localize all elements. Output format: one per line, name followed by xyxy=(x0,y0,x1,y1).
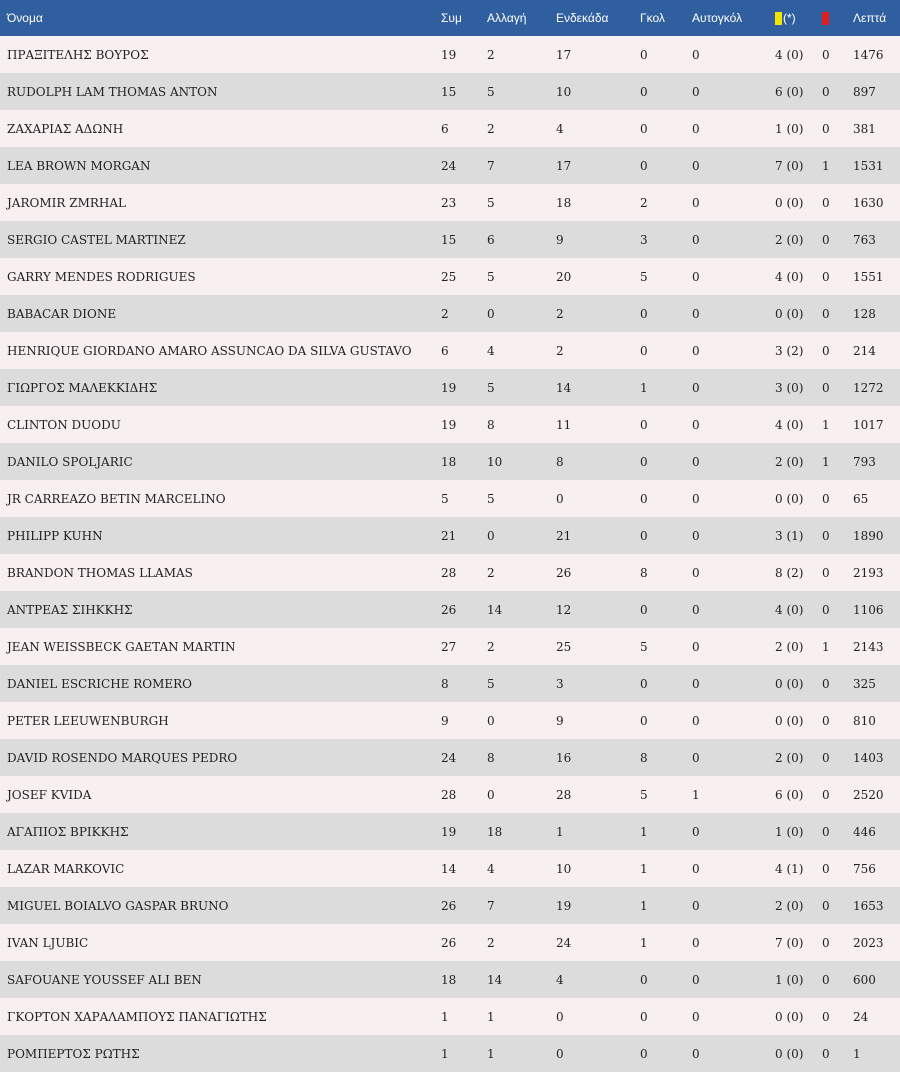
apps-cell: 24 xyxy=(441,158,457,173)
lineup-cell: 12 xyxy=(556,602,572,617)
player-name: DANIEL ESCRICHE ROMERO xyxy=(7,676,193,691)
minutes-cell: 1890 xyxy=(853,528,884,543)
goals-cell: 0 xyxy=(640,1009,648,1024)
player-name: RUDOLPH LAM THOMAS ANTON xyxy=(7,84,218,99)
sub-cell: 2 xyxy=(487,639,495,654)
sub-cell: 5 xyxy=(487,269,495,284)
yellow-cards-cell: 4 (0) xyxy=(775,602,804,617)
own-goals-cell: 0 xyxy=(692,898,700,913)
minutes-cell: 1106 xyxy=(853,602,884,617)
own-goals-cell: 0 xyxy=(692,380,700,395)
goals-cell: 0 xyxy=(640,972,648,987)
player-name: ΓΙΩΡΓΟΣ ΜΑΛΕΚΚΙΔΗΣ xyxy=(7,380,158,395)
goals-cell: 0 xyxy=(640,84,648,99)
goals-cell: 0 xyxy=(640,713,648,728)
player-name: ΑΝΤΡΕΑΣ ΣΙΗΚΚΗΣ xyxy=(7,602,133,617)
red-cards-cell: 0 xyxy=(822,1046,830,1061)
minutes-cell: 446 xyxy=(853,824,876,839)
goals-cell: 0 xyxy=(640,454,648,469)
lineup-cell: 2 xyxy=(556,343,564,358)
apps-cell: 19 xyxy=(441,417,457,432)
yellow-cards-cell: 4 (0) xyxy=(775,47,804,62)
goals-cell: 0 xyxy=(640,343,648,358)
player-name: DAVID ROSENDO MARQUES PEDRO xyxy=(7,750,238,765)
yellow-cards-cell: 3 (0) xyxy=(775,380,804,395)
own-goals-cell: 0 xyxy=(692,158,700,173)
goals-cell: 2 xyxy=(640,195,648,210)
player-name: JAROMIR ZMRHAL xyxy=(7,195,126,210)
lineup-cell: 11 xyxy=(556,417,572,432)
sub-cell: 0 xyxy=(487,306,495,321)
sub-cell: 4 xyxy=(487,343,495,358)
lineup-cell: 26 xyxy=(556,565,572,580)
header-goals[interactable]: Γκολ xyxy=(640,11,665,25)
own-goals-cell: 0 xyxy=(692,232,700,247)
goals-cell: 1 xyxy=(640,824,648,839)
own-goals-cell: 0 xyxy=(692,454,700,469)
yellow-cards-cell: 7 (0) xyxy=(775,935,804,950)
player-name: SERGIO CASTEL MARTINEZ xyxy=(7,232,186,247)
minutes-cell: 214 xyxy=(853,343,876,358)
red-cards-cell: 0 xyxy=(822,306,830,321)
goals-cell: 8 xyxy=(640,750,648,765)
red-cards-cell: 0 xyxy=(822,1009,830,1024)
apps-cell: 26 xyxy=(441,898,457,913)
yellow-cards-cell: 7 (0) xyxy=(775,158,804,173)
goals-cell: 0 xyxy=(640,528,648,543)
red-cards-cell: 0 xyxy=(822,47,830,62)
apps-cell: 6 xyxy=(441,343,449,358)
lineup-cell: 20 xyxy=(556,269,572,284)
sub-cell: 6 xyxy=(487,232,495,247)
apps-cell: 14 xyxy=(441,861,457,876)
goals-cell: 0 xyxy=(640,158,648,173)
red-cards-cell: 0 xyxy=(822,380,830,395)
own-goals-cell: 0 xyxy=(692,269,700,284)
minutes-cell: 600 xyxy=(853,972,876,987)
lineup-cell: 17 xyxy=(556,47,572,62)
minutes-cell: 793 xyxy=(853,454,876,469)
sub-cell: 5 xyxy=(487,84,495,99)
red-cards-cell: 0 xyxy=(822,787,830,802)
apps-cell: 6 xyxy=(441,121,449,136)
sub-cell: 18 xyxy=(487,824,503,839)
sub-cell: 7 xyxy=(487,898,495,913)
lineup-cell: 17 xyxy=(556,158,572,173)
own-goals-cell: 0 xyxy=(692,602,700,617)
yellow-cards-cell: 2 (0) xyxy=(775,454,804,469)
yellow-cards-cell: 1 (0) xyxy=(775,972,804,987)
own-goals-cell: 0 xyxy=(692,491,700,506)
red-cards-cell: 0 xyxy=(822,528,830,543)
yellow-cards-cell: 2 (0) xyxy=(775,750,804,765)
own-goals-cell: 0 xyxy=(692,676,700,691)
minutes-cell: 1653 xyxy=(853,898,884,913)
goals-cell: 0 xyxy=(640,47,648,62)
red-cards-cell: 0 xyxy=(822,750,830,765)
minutes-cell: 2193 xyxy=(853,565,884,580)
red-cards-cell: 1 xyxy=(822,454,830,469)
sub-cell: 2 xyxy=(487,565,495,580)
goals-cell: 5 xyxy=(640,639,648,654)
own-goals-cell: 0 xyxy=(692,713,700,728)
header-red-cards[interactable] xyxy=(822,0,853,36)
red-cards-cell: 0 xyxy=(822,232,830,247)
apps-cell: 15 xyxy=(441,232,457,247)
header-sub[interactable]: Αλλαγή xyxy=(487,11,527,25)
own-goals-cell: 0 xyxy=(692,565,700,580)
red-cards-cell: 0 xyxy=(822,565,830,580)
red-cards-cell: 1 xyxy=(822,417,830,432)
sub-cell: 2 xyxy=(487,935,495,950)
header-yellow-suffix: (*) xyxy=(783,10,796,25)
sub-cell: 8 xyxy=(487,417,495,432)
table-row xyxy=(0,961,900,998)
player-name: PHILIPP KUHN xyxy=(7,528,103,543)
red-cards-cell: 0 xyxy=(822,343,830,358)
yellow-cards-cell: 2 (0) xyxy=(775,898,804,913)
player-name: BABACAR DIONE xyxy=(7,306,117,321)
player-name: ΑΓΑΠΙΟΣ ΒΡΙΚΚΗΣ xyxy=(7,824,129,839)
goals-cell: 1 xyxy=(640,898,648,913)
lineup-cell: 24 xyxy=(556,935,572,950)
goals-cell: 3 xyxy=(640,232,648,247)
apps-cell: 18 xyxy=(441,454,457,469)
red-cards-cell: 0 xyxy=(822,84,830,99)
minutes-cell: 65 xyxy=(853,491,869,506)
red-cards-cell: 1 xyxy=(822,158,830,173)
apps-cell: 23 xyxy=(441,195,457,210)
own-goals-cell: 0 xyxy=(692,824,700,839)
table-row xyxy=(0,36,900,73)
goals-cell: 5 xyxy=(640,269,648,284)
goals-cell: 0 xyxy=(640,676,648,691)
header-minutes[interactable]: Λεπτά xyxy=(853,11,887,25)
goals-cell: 8 xyxy=(640,565,648,580)
goals-cell: 0 xyxy=(640,602,648,617)
lineup-cell: 18 xyxy=(556,195,572,210)
apps-cell: 27 xyxy=(441,639,457,654)
table-row xyxy=(0,665,900,702)
own-goals-cell: 0 xyxy=(692,1009,700,1024)
goals-cell: 1 xyxy=(640,380,648,395)
apps-cell: 26 xyxy=(441,602,457,617)
sub-cell: 5 xyxy=(487,380,495,395)
apps-cell: 28 xyxy=(441,787,457,802)
minutes-cell: 24 xyxy=(853,1009,869,1024)
table-row xyxy=(0,517,900,554)
apps-cell: 19 xyxy=(441,47,457,62)
goals-cell: 1 xyxy=(640,935,648,950)
goals-cell: 5 xyxy=(640,787,648,802)
table-row xyxy=(0,887,900,924)
minutes-cell: 1403 xyxy=(853,750,884,765)
player-name: SAFOUANE YOUSSEF ALI BEN xyxy=(7,972,202,987)
minutes-cell: 2023 xyxy=(853,935,884,950)
apps-cell: 1 xyxy=(441,1009,449,1024)
table-row xyxy=(0,184,900,221)
red-cards-cell: 0 xyxy=(822,121,830,136)
own-goals-cell: 0 xyxy=(692,639,700,654)
red-cards-cell: 0 xyxy=(822,898,830,913)
header-yellow-cards[interactable] xyxy=(775,0,822,36)
apps-cell: 1 xyxy=(441,1046,449,1061)
lineup-cell: 21 xyxy=(556,528,572,543)
sub-cell: 5 xyxy=(487,195,495,210)
own-goals-cell: 0 xyxy=(692,47,700,62)
player-name: CLINTON DUODU xyxy=(7,417,121,432)
yellow-cards-cell: 0 (0) xyxy=(775,1009,804,1024)
table-row xyxy=(0,110,900,147)
table-row xyxy=(0,1035,900,1072)
sub-cell: 5 xyxy=(487,676,495,691)
red-cards-cell: 0 xyxy=(822,935,830,950)
own-goals-cell: 0 xyxy=(692,121,700,136)
minutes-cell: 763 xyxy=(853,232,876,247)
minutes-cell: 1630 xyxy=(853,195,884,210)
table-header-row xyxy=(0,0,900,36)
goals-cell: 0 xyxy=(640,1046,648,1061)
own-goals-cell: 0 xyxy=(692,195,700,210)
lineup-cell: 28 xyxy=(556,787,572,802)
yellow-cards-cell: 2 (0) xyxy=(775,232,804,247)
player-name: ΓΚΟΡΤΟΝ ΧΑΡΑΛΑΜΠΟΥΣ ΠΑΝΑΓΙΩΤΗΣ xyxy=(7,1009,267,1024)
player-name: MIGUEL BOIALVO GASPAR BRUNO xyxy=(7,898,229,913)
header-lineup[interactable]: Ενδεκάδα xyxy=(556,11,609,25)
own-goals-cell: 0 xyxy=(692,935,700,950)
sub-cell: 8 xyxy=(487,750,495,765)
table-row xyxy=(0,147,900,184)
player-name: IVAN LJUBIC xyxy=(7,935,89,950)
goals-cell: 1 xyxy=(640,861,648,876)
yellow-cards-cell: 0 (0) xyxy=(775,195,804,210)
own-goals-cell: 0 xyxy=(692,343,700,358)
minutes-cell: 325 xyxy=(853,676,876,691)
yellow-cards-cell: 6 (0) xyxy=(775,787,804,802)
apps-cell: 28 xyxy=(441,565,457,580)
sub-cell: 1 xyxy=(487,1046,495,1061)
player-name: DANILO SPOLJARIC xyxy=(7,454,133,469)
sub-cell: 1 xyxy=(487,1009,495,1024)
yellow-cards-cell: 1 (0) xyxy=(775,824,804,839)
player-name: JOSEF KVIDA xyxy=(7,787,92,802)
apps-cell: 5 xyxy=(441,491,449,506)
lineup-cell: 0 xyxy=(556,1009,564,1024)
red-cards-cell: 0 xyxy=(822,713,830,728)
lineup-cell: 9 xyxy=(556,232,564,247)
player-name: HENRIQUE GIORDANO AMARO ASSUNCAO DA SILVA GUSTAVO xyxy=(7,343,412,358)
table-row xyxy=(0,369,900,406)
red-cards-cell: 0 xyxy=(822,824,830,839)
sub-cell: 14 xyxy=(487,602,503,617)
lineup-cell: 25 xyxy=(556,639,572,654)
player-name: ΠΡΑΞΙΤΕΛΗΣ ΒΟΥΡΟΣ xyxy=(7,47,149,62)
table-row xyxy=(0,554,900,591)
own-goals-cell: 0 xyxy=(692,84,700,99)
apps-cell: 24 xyxy=(441,750,457,765)
yellow-card-icon xyxy=(775,12,782,25)
minutes-cell: 1 xyxy=(853,1046,861,1061)
goals-cell: 0 xyxy=(640,306,648,321)
table-row xyxy=(0,628,900,665)
lineup-cell: 0 xyxy=(556,491,564,506)
lineup-cell: 9 xyxy=(556,713,564,728)
yellow-cards-cell: 0 (0) xyxy=(775,1046,804,1061)
yellow-cards-cell: 0 (0) xyxy=(775,306,804,321)
lineup-cell: 8 xyxy=(556,454,564,469)
own-goals-cell: 0 xyxy=(692,306,700,321)
table-row xyxy=(0,73,900,110)
table-body xyxy=(0,36,900,1072)
lineup-cell: 4 xyxy=(556,972,564,987)
sub-cell: 0 xyxy=(487,528,495,543)
apps-cell: 21 xyxy=(441,528,457,543)
minutes-cell: 1272 xyxy=(853,380,884,395)
minutes-cell: 756 xyxy=(853,861,876,876)
lineup-cell: 1 xyxy=(556,824,564,839)
minutes-cell: 2520 xyxy=(853,787,884,802)
sub-cell: 14 xyxy=(487,972,503,987)
apps-cell: 25 xyxy=(441,269,457,284)
table-row xyxy=(0,739,900,776)
table-row xyxy=(0,591,900,628)
red-cards-cell: 1 xyxy=(822,639,830,654)
player-name: GARRY MENDES RODRIGUES xyxy=(7,269,196,284)
minutes-cell: 810 xyxy=(853,713,876,728)
table-row xyxy=(0,776,900,813)
apps-cell: 18 xyxy=(441,972,457,987)
lineup-cell: 3 xyxy=(556,676,564,691)
yellow-cards-cell: 0 (0) xyxy=(775,676,804,691)
table-row xyxy=(0,443,900,480)
yellow-cards-cell: 0 (0) xyxy=(775,713,804,728)
lineup-cell: 19 xyxy=(556,898,572,913)
yellow-cards-cell: 4 (1) xyxy=(775,861,804,876)
yellow-cards-cell: 6 (0) xyxy=(775,84,804,99)
yellow-cards-cell: 2 (0) xyxy=(775,639,804,654)
red-card-icon xyxy=(822,12,829,25)
minutes-cell: 1476 xyxy=(853,47,884,62)
player-name: LAZAR MARKOVIC xyxy=(7,861,125,876)
red-cards-cell: 0 xyxy=(822,195,830,210)
yellow-cards-cell: 4 (0) xyxy=(775,417,804,432)
minutes-cell: 1531 xyxy=(853,158,884,173)
minutes-cell: 128 xyxy=(853,306,876,321)
red-cards-cell: 0 xyxy=(822,676,830,691)
player-name: JEAN WEISSBECK GAETAN MARTIN xyxy=(7,639,236,654)
sub-cell: 0 xyxy=(487,787,495,802)
player-name: BRANDON THOMAS LLAMAS xyxy=(7,565,193,580)
header-own-goals[interactable]: Αυτογκόλ xyxy=(692,11,743,25)
player-name: JR CARREAZO BETIN MARCELINO xyxy=(7,491,226,506)
sub-cell: 0 xyxy=(487,713,495,728)
header-name[interactable]: Όνομα xyxy=(7,11,43,25)
sub-cell: 2 xyxy=(487,121,495,136)
minutes-cell: 1551 xyxy=(853,269,884,284)
apps-cell: 26 xyxy=(441,935,457,950)
yellow-cards-cell: 4 (0) xyxy=(775,269,804,284)
table-row xyxy=(0,998,900,1035)
table-row xyxy=(0,332,900,369)
minutes-cell: 381 xyxy=(853,121,876,136)
red-cards-cell: 0 xyxy=(822,602,830,617)
red-cards-cell: 0 xyxy=(822,972,830,987)
own-goals-cell: 0 xyxy=(692,750,700,765)
header-apps[interactable]: Συμ xyxy=(441,11,462,25)
red-cards-cell: 0 xyxy=(822,491,830,506)
table-row xyxy=(0,406,900,443)
table-row xyxy=(0,480,900,517)
own-goals-cell: 0 xyxy=(692,861,700,876)
player-name: LEA BROWN MORGAN xyxy=(7,158,151,173)
table-row xyxy=(0,221,900,258)
goals-cell: 0 xyxy=(640,417,648,432)
apps-cell: 19 xyxy=(441,380,457,395)
minutes-cell: 897 xyxy=(853,84,876,99)
lineup-cell: 0 xyxy=(556,1046,564,1061)
minutes-cell: 2143 xyxy=(853,639,884,654)
lineup-cell: 10 xyxy=(556,861,572,876)
sub-cell: 7 xyxy=(487,158,495,173)
sub-cell: 5 xyxy=(487,491,495,506)
goals-cell: 0 xyxy=(640,121,648,136)
own-goals-cell: 0 xyxy=(692,417,700,432)
table-row xyxy=(0,924,900,961)
goals-cell: 0 xyxy=(640,491,648,506)
sub-cell: 10 xyxy=(487,454,503,469)
own-goals-cell: 0 xyxy=(692,528,700,543)
lineup-cell: 2 xyxy=(556,306,564,321)
lineup-cell: 16 xyxy=(556,750,572,765)
own-goals-cell: 0 xyxy=(692,1046,700,1061)
table-row xyxy=(0,258,900,295)
apps-cell: 19 xyxy=(441,824,457,839)
own-goals-cell: 1 xyxy=(692,787,700,802)
apps-cell: 8 xyxy=(441,676,449,691)
player-name: PETER LEEUWENBURGH xyxy=(7,713,169,728)
apps-cell: 2 xyxy=(441,306,449,321)
red-cards-cell: 0 xyxy=(822,861,830,876)
apps-cell: 9 xyxy=(441,713,449,728)
table-row xyxy=(0,813,900,850)
player-name: ΖΑΧΑΡΙΑΣ ΑΔΩΝΗ xyxy=(7,121,124,136)
yellow-cards-cell: 1 (0) xyxy=(775,121,804,136)
table-row xyxy=(0,295,900,332)
yellow-cards-cell: 0 (0) xyxy=(775,491,804,506)
minutes-cell: 1017 xyxy=(853,417,884,432)
own-goals-cell: 0 xyxy=(692,972,700,987)
red-cards-cell: 0 xyxy=(822,269,830,284)
yellow-cards-cell: 3 (1) xyxy=(775,528,804,543)
lineup-cell: 4 xyxy=(556,121,564,136)
table-row xyxy=(0,702,900,739)
table-row xyxy=(0,850,900,887)
yellow-cards-cell: 8 (2) xyxy=(775,565,804,580)
player-name: ΡΟΜΠΕΡΤΟΣ ΡΩΤΗΣ xyxy=(7,1046,140,1061)
sub-cell: 4 xyxy=(487,861,495,876)
sub-cell: 2 xyxy=(487,47,495,62)
lineup-cell: 10 xyxy=(556,84,572,99)
apps-cell: 15 xyxy=(441,84,457,99)
lineup-cell: 14 xyxy=(556,380,572,395)
yellow-cards-cell: 3 (2) xyxy=(775,343,804,358)
